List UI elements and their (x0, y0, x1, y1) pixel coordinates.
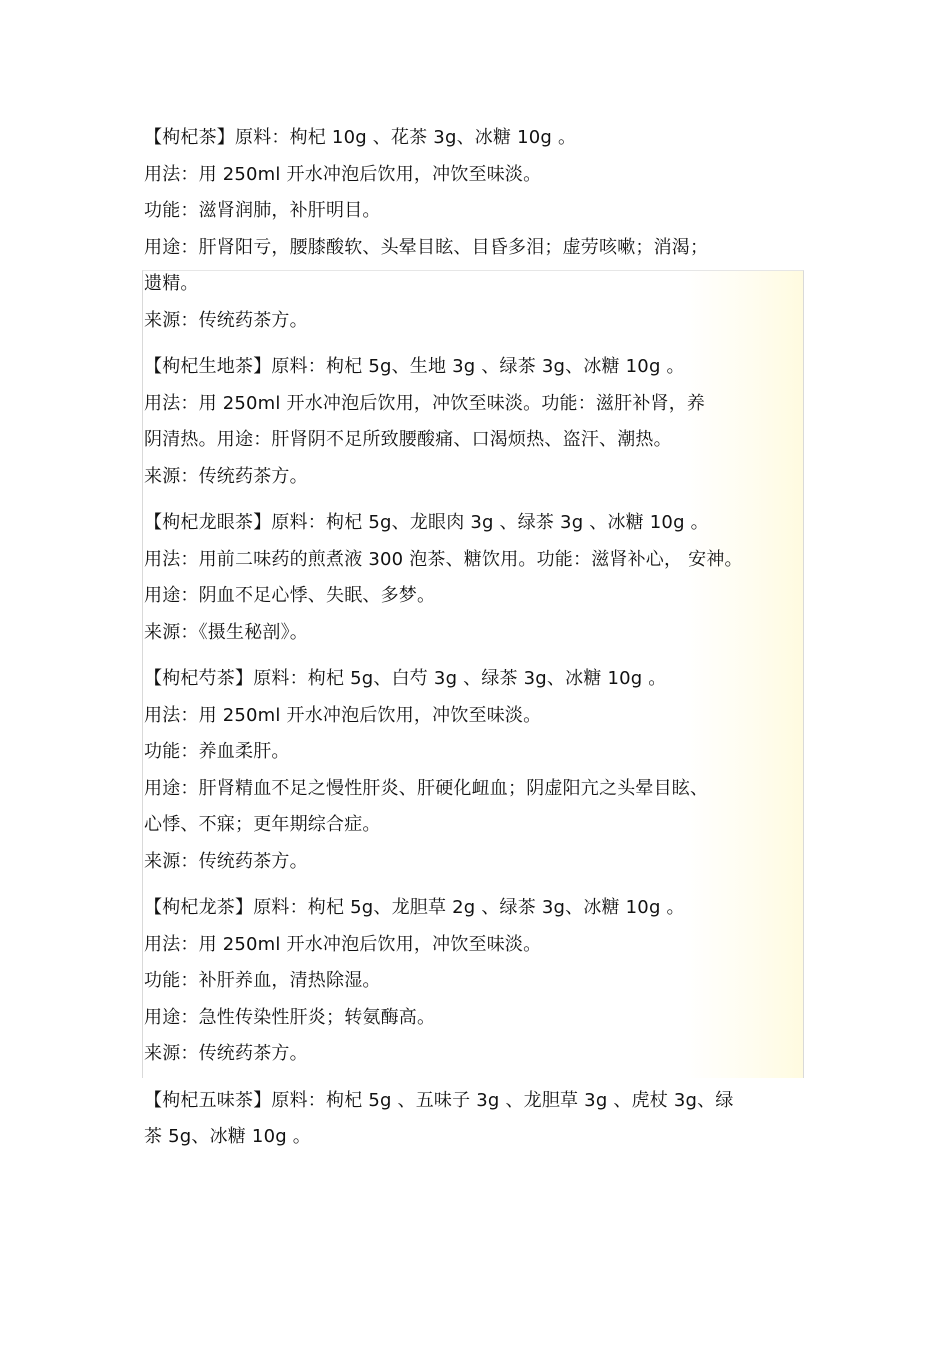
recipe-source-line: 来源：《摄生秘剖》。 (144, 621, 308, 643)
recipe-block (144, 661, 809, 880)
recipe-title-line: 【枸杞茶】原料：枸杞 10g 、花茶 3g、冰糖 10g 。 (144, 127, 577, 148)
recipe-title-line: 【枸杞芍茶】原料：枸杞 5g、白芍 3g 、绿茶 3g、冰糖 10g 。 (144, 668, 667, 689)
recipe-block (144, 890, 809, 1073)
recipe-function-line: 功能：滋肾润肺，补肝明目。 (144, 200, 381, 221)
recipe-title-line: 【枸杞生地茶】原料：枸杞 5g、生地 3g 、绿茶 3g、冰糖 10g 。 (144, 356, 685, 377)
recipe-usage-line: 用法：用 250ml 开水冲泡后饮用，冲饮至味淡。 (144, 704, 542, 726)
recipe-source-line: 来源：传统药茶方。 (144, 1043, 308, 1064)
recipe-title-line: 【枸杞龙茶】原料：枸杞 5g、龙胆草 2g 、绿茶 3g、冰糖 10g 。 (144, 897, 685, 918)
recipe-indication-line: 阴清热。用途：肝肾阴不足所致腰酸痛、口渴烦热、盗汗、潮热。 (144, 429, 672, 450)
recipe-usage-line: 用法：用前二味药的煎煮液 300 泡茶、糖饮用。功能：滋肾补心， 安神。 (144, 548, 743, 570)
recipe-source-line: 来源：传统药茶方。 (144, 850, 308, 872)
recipe-source-line: 来源：传统药茶方。 (144, 465, 308, 487)
recipe-source-line: 来源：传统药茶方。 (144, 309, 308, 331)
recipe-indication-line: 用途：阴血不足心悸、失眠、多梦。 (144, 585, 436, 606)
recipe-function-line: 功能：养血柔肝。 (144, 741, 290, 762)
recipe-title-line: 茶 5g、冰糖 10g 。 (144, 1126, 311, 1147)
recipe-usage-line: 用法：用 250ml 开水冲泡后饮用，冲饮至味淡。 (144, 933, 542, 955)
recipe-title-line: 【枸杞五味茶】原料：枸杞 5g 、五味子 3g 、龙胆草 3g 、虎杖 3g、绿 (144, 1089, 734, 1111)
recipe-block (144, 120, 809, 339)
recipe-title-line: 【枸杞龙眼茶】原料：枸杞 5g、龙眼肉 3g 、绿茶 3g 、冰糖 10g 。 (144, 512, 709, 533)
recipe-usage-line: 用法：用 250ml 开水冲泡后饮用，冲饮至味淡。功能：滋肝补肾，养 (144, 392, 706, 414)
recipe-indication-line: 心悸、不寐；更年期综合症。 (144, 814, 381, 835)
recipe-list (144, 120, 809, 1166)
recipe-block (144, 1083, 809, 1156)
recipe-indication-line: 用途：急性传染性肝炎；转氨酶高。 (144, 1006, 436, 1028)
recipe-block (144, 349, 809, 495)
recipe-indication-line: 用途：肝肾阳亏，腰膝酸软、头晕目眩、目昏多泪；虚劳咳嗽；消渴； (144, 236, 709, 258)
recipe-indication-line: 遗精。 (144, 273, 199, 294)
recipe-function-line: 功能：补肝养血，清热除湿。 (144, 970, 381, 991)
recipe-block (144, 505, 809, 651)
recipe-usage-line: 用法：用 250ml 开水冲泡后饮用，冲饮至味淡。 (144, 163, 542, 185)
recipe-indication-line: 用途：肝肾精血不足之慢性肝炎、肝硬化衄血；阴虚阳亢之头晕目眩、 (144, 777, 709, 799)
